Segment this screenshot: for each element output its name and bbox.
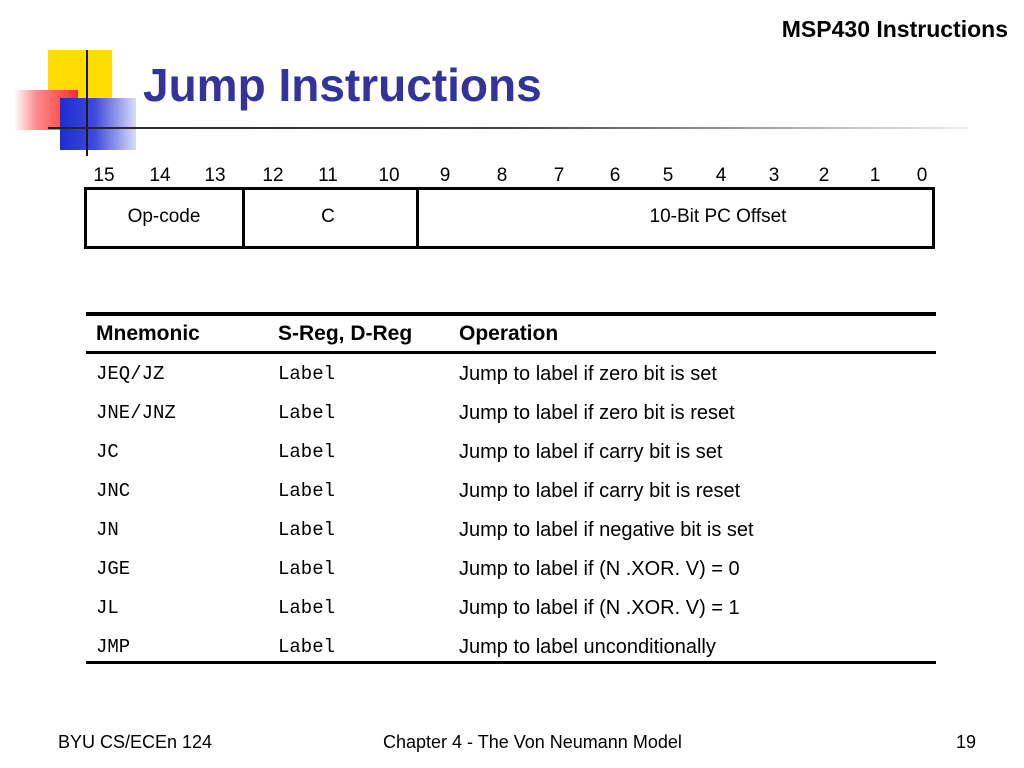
- bit-field-box: [84, 187, 935, 249]
- bit-number: 5: [662, 165, 674, 186]
- cell-operation: Jump to label if carry bit is set: [459, 441, 723, 463]
- page-number: 19: [956, 732, 977, 752]
- cell-operand: Label: [278, 558, 336, 580]
- cell-mnemonic: JN: [96, 519, 119, 541]
- field-pc-offset: 10-Bit PC Offset: [649, 206, 787, 227]
- cell-operation: Jump to label if zero bit is reset: [459, 402, 735, 424]
- cell-operand: Label: [278, 480, 336, 502]
- decor-vertical-line: [86, 50, 88, 156]
- bit-number: 0: [916, 165, 928, 186]
- table-row: [0, 518, 1024, 557]
- bit-number: 15: [93, 165, 115, 186]
- course-header: MSP430 Instructions: [781, 16, 1008, 42]
- table-row: [0, 401, 1024, 440]
- table-bottom-rule: [86, 661, 936, 664]
- title-underline: [48, 127, 968, 129]
- cell-operation: Jump to label if (N .XOR. V) = 1: [459, 597, 740, 619]
- table-row: [0, 362, 1024, 401]
- cell-operation: Jump to label unconditionally: [459, 636, 716, 658]
- field-divider: [416, 187, 419, 249]
- slide-title: Jump Instructions: [143, 59, 542, 111]
- bit-number: 7: [553, 165, 565, 186]
- bit-number: 12: [262, 165, 284, 186]
- cell-mnemonic: JNE/JNZ: [96, 402, 176, 424]
- bit-number: 1: [869, 165, 881, 186]
- cell-operand: Label: [278, 363, 336, 385]
- cell-mnemonic: JC: [96, 441, 119, 463]
- cell-operation: Jump to label if zero bit is set: [459, 363, 717, 385]
- table-row: [0, 635, 1024, 674]
- bit-number: 13: [204, 165, 226, 186]
- table-row: [0, 557, 1024, 596]
- bit-number: 11: [318, 165, 338, 186]
- cell-operand: Label: [278, 441, 336, 463]
- footer-chapter: Chapter 4 - The Von Neumann Model: [383, 732, 682, 752]
- table-top-rule: [86, 312, 936, 316]
- table-header-rule: [86, 351, 936, 354]
- bit-number: 4: [715, 165, 727, 186]
- cell-operand: Label: [278, 519, 336, 541]
- header-mnemonic: Mnemonic: [96, 322, 200, 345]
- bit-number: 14: [149, 165, 171, 186]
- cell-operation: Jump to label if negative bit is set: [459, 519, 754, 541]
- header-operands: S-Reg, D-Reg: [278, 322, 413, 345]
- cell-operation: Jump to label if carry bit is reset: [459, 480, 741, 502]
- cell-mnemonic: JEQ/JZ: [96, 363, 165, 385]
- footer-course: BYU CS/ECEn 124: [58, 732, 213, 752]
- bit-number: 3: [768, 165, 780, 186]
- bit-number: 10: [378, 165, 400, 186]
- table-row: [0, 479, 1024, 518]
- bit-number: 8: [496, 165, 508, 186]
- field-condition: C: [321, 206, 335, 227]
- cell-mnemonic: JNC: [96, 480, 131, 502]
- decor-blue-square: [60, 98, 136, 150]
- cell-mnemonic: JMP: [96, 636, 131, 658]
- cell-operand: Label: [278, 597, 336, 619]
- bit-number: 2: [818, 165, 830, 186]
- cell-mnemonic: JL: [96, 597, 119, 619]
- bit-number: 6: [609, 165, 621, 186]
- cell-operand: Label: [278, 402, 336, 424]
- cell-operation: Jump to label if (N .XOR. V) = 0: [459, 558, 740, 580]
- cell-mnemonic: JGE: [96, 558, 131, 580]
- cell-operand: Label: [278, 636, 336, 658]
- header-operation: Operation: [459, 322, 559, 345]
- bit-number: 9: [439, 165, 451, 186]
- table-row: [0, 440, 1024, 479]
- table-row: [0, 596, 1024, 635]
- field-opcode: Op-code: [127, 206, 201, 227]
- field-divider: [242, 187, 245, 249]
